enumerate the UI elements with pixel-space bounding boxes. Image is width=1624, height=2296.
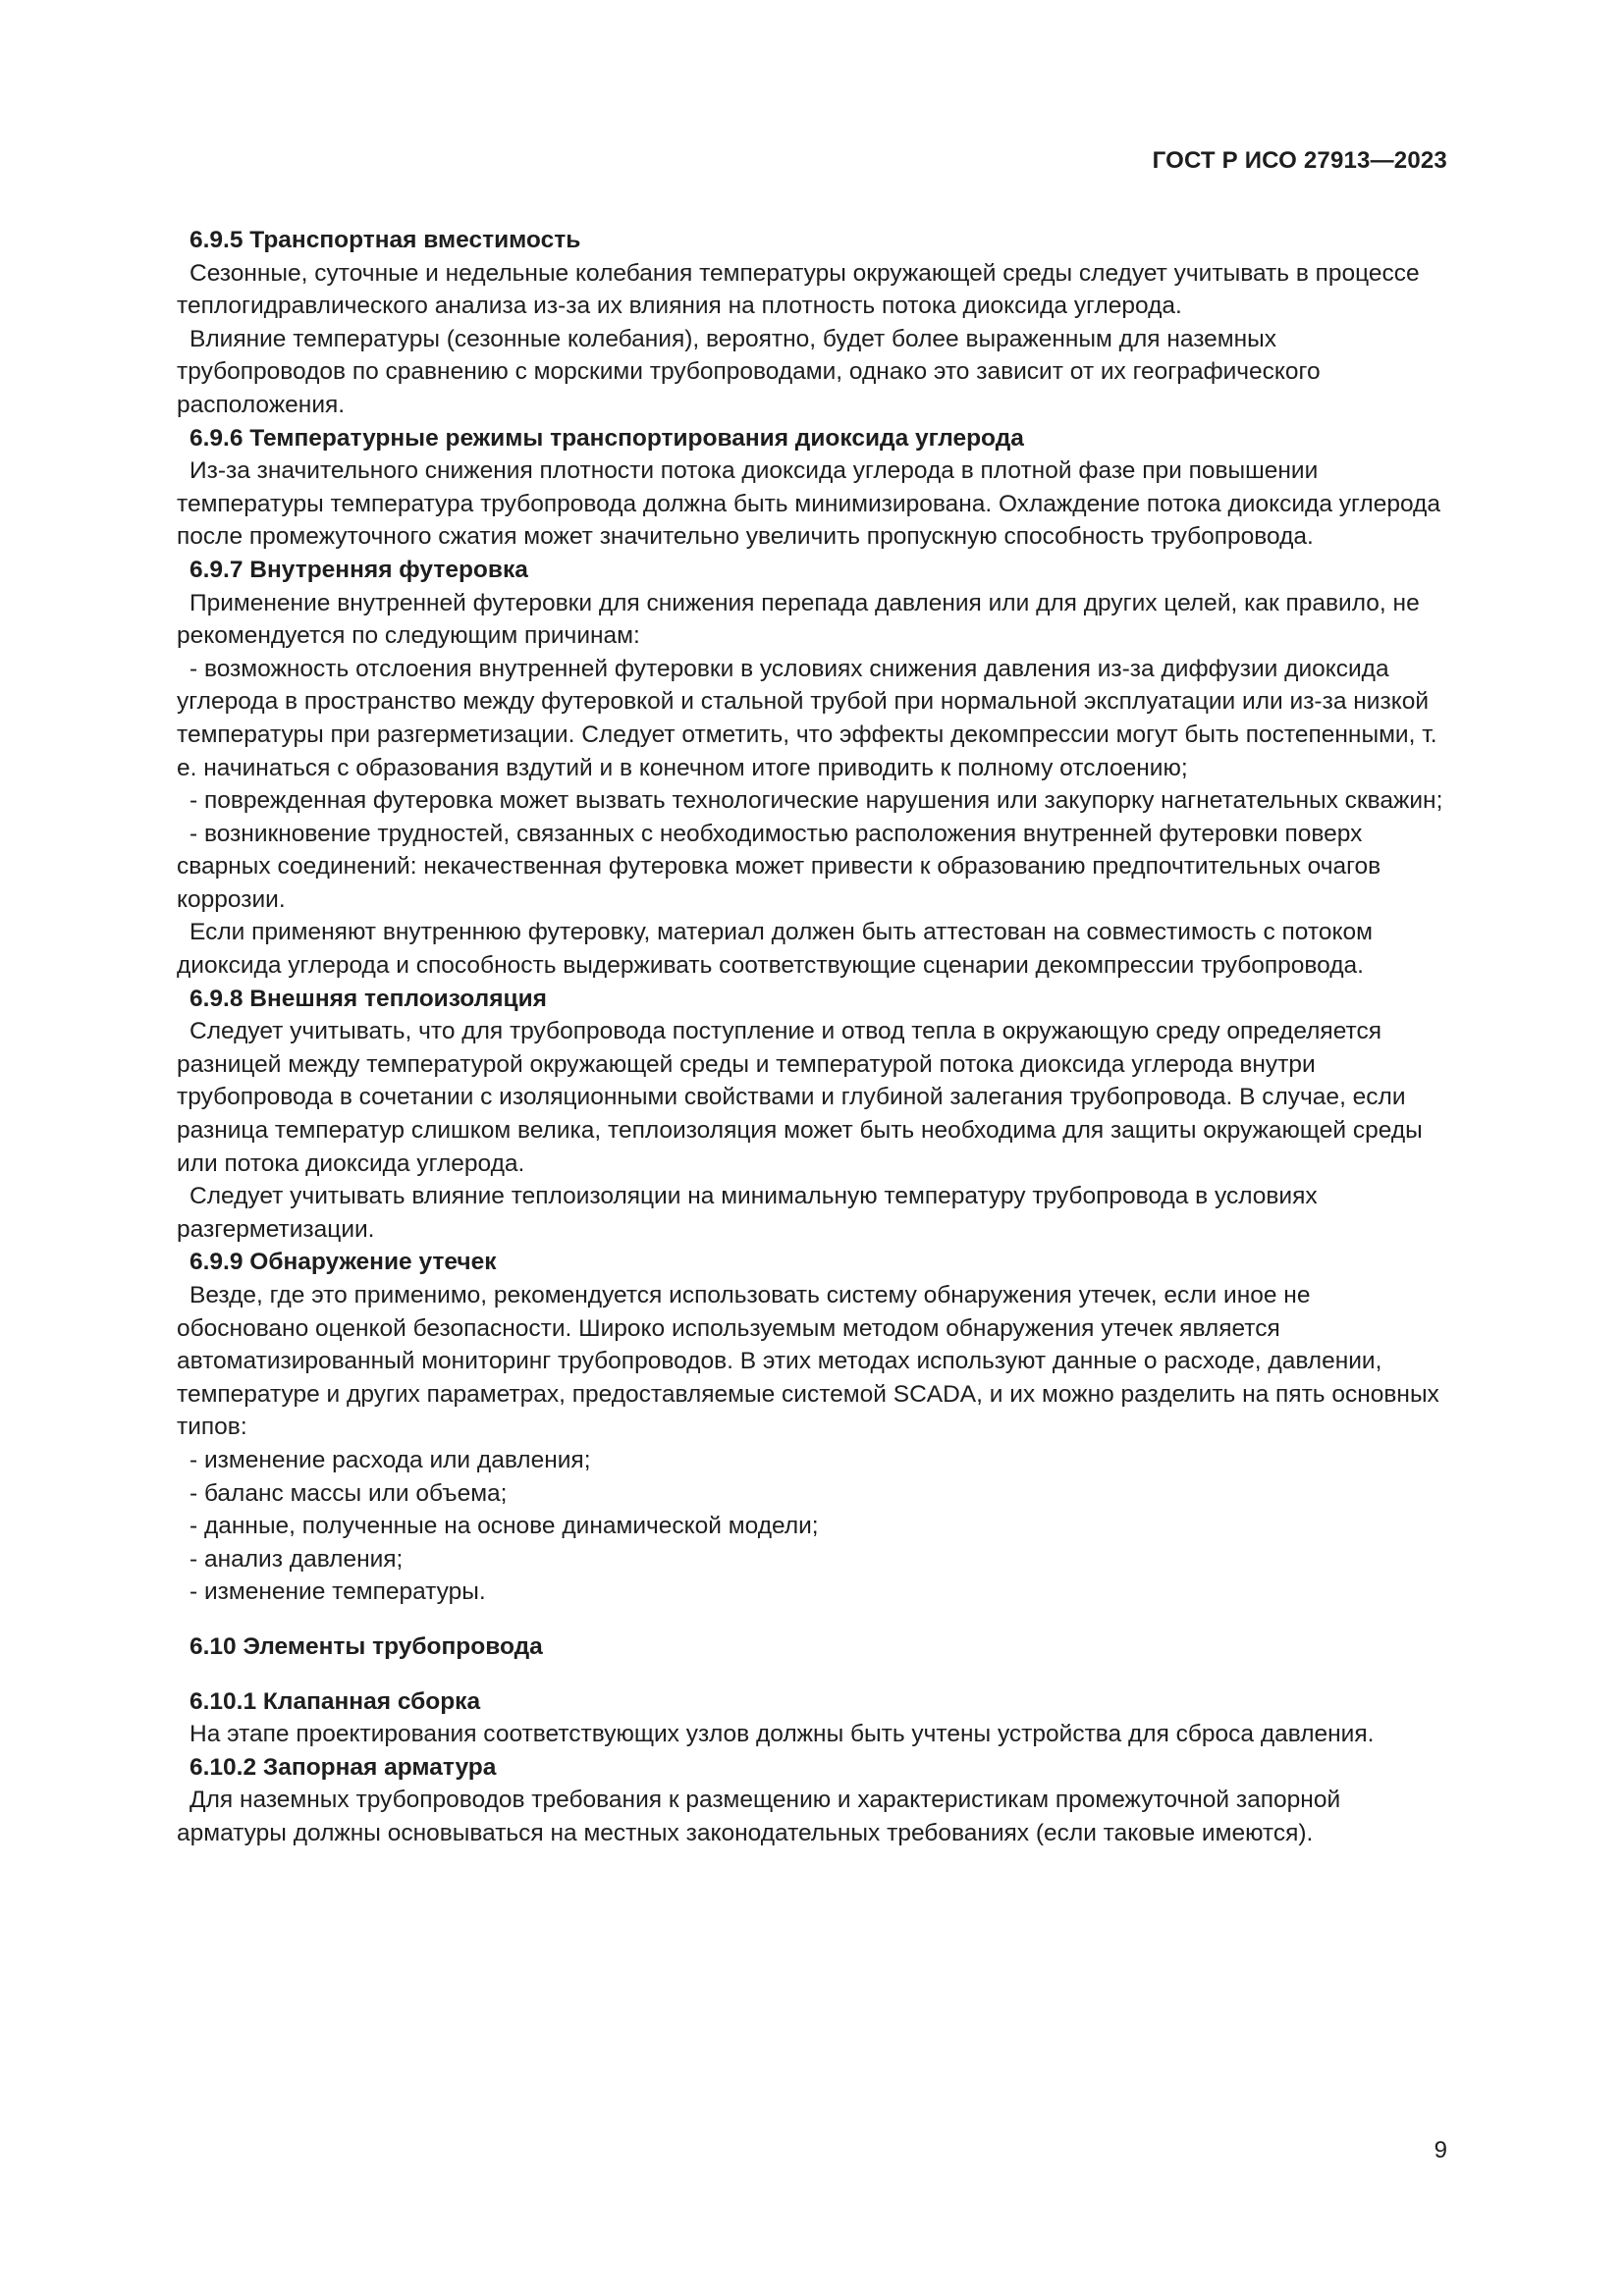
bullet-list	[177, 653, 1447, 917]
paragraph: Применение внутренней футеровки для снижения перепада давления или для других целей, как правило, не рекомендуется по следующим причинам:	[177, 589, 1420, 650]
page-number: 9	[1434, 2137, 1447, 2163]
list-item: - баланс массы или объема;	[189, 1479, 508, 1507]
paragraph: Следует учитывать влияние теплоизоляции на минимальную температуру трубопровода в условиях разгерметизации.	[177, 1183, 1318, 1243]
list-item: - возможность отслоения внутренней футеровки в условиях снижения давления из-за диффузии диоксида углерода в пространство между футеровкой и стальной трубой при нормальной эксплуатации или из-за низкой температуры при разгерметизации. Следует отметить, что эффекты декомпрессии могут быть постепенными, т. е. начинаться с образования вздутий и в конечном итоге приводить к полному отслоению;	[177, 655, 1437, 781]
section-heading-6-9-9: 6.9.9 Обнаружение утечек	[189, 1249, 497, 1276]
paragraph: Влияние температуры (сезонные колебания), вероятно, будет более выраженным для наземных трубопроводов по сравнению с морскими трубопроводами, однако это зависит от их географического расположения.	[177, 325, 1321, 418]
document-code: ГОСТ Р ИСО 27913—2023	[1152, 147, 1447, 174]
paragraph: Для наземных трубопроводов требования к размещению и характеристикам промежуточной запорной арматуры должны основываться на местных законодательных требованиях (если таковые имеются).	[177, 1787, 1341, 1846]
list-item: - данные, полученные на основе динамической модели;	[189, 1513, 819, 1540]
section-heading-6-9-7: 6.9.7 Внутренняя футеровка	[189, 556, 528, 583]
bullet-list	[177, 1444, 1447, 1609]
paragraph: Из-за значительного снижения плотности потока диоксида углерода в плотной фазе при повышении температуры температура трубопровода должна быть минимизирована. Охлаждение потока диоксида углерода после промежуточного сжатия может значительно увеличить пропускную способность трубопровода.	[177, 457, 1440, 551]
paragraph: На этапе проектирования соответствующих узлов должны быть учтены устройства для сброса давления.	[189, 1721, 1375, 1748]
list-item: - изменение температуры.	[189, 1578, 486, 1606]
document-body	[177, 224, 1447, 1850]
list-item: - поврежденная футеровка может вызвать технологические нарушения или закупорку нагнетательных скважин;	[189, 787, 1443, 815]
section-heading-6-10-1: 6.10.1 Клапанная сборка	[189, 1687, 481, 1715]
paragraph: Везде, где это применимо, рекомендуется использовать систему обнаружения утечек, если иное не обосновано оценкой безопасности. Широко используемым методом обнаружения утечек является автоматизированный мониторинг трубопроводов. В этих методах используют данные о расходе, давлении, температуре и других параметрах, предоставляемые системой SCADA, и их можно разделить на пять основных типов:	[177, 1282, 1439, 1441]
paragraph: Сезонные, суточные и недельные колебания температуры окружающей среды следует учитывать в процессе теплогидравлического анализа из-за их влияния на плотность потока диоксида углерода.	[177, 259, 1420, 320]
section-heading-6-9-6: 6.9.6 Температурные режимы транспортирования диоксида углерода	[189, 424, 1024, 452]
paragraph: Если применяют внутреннюю футеровку, материал должен быть аттестован на совместимость с потоком диоксида углерода и способность выдерживать соответствующие сценарии декомпрессии трубопровода.	[177, 919, 1373, 980]
list-item: - анализ давления;	[189, 1545, 404, 1573]
section-heading-6-10-2: 6.10.2 Запорная арматура	[189, 1753, 497, 1781]
section-heading-6-10: 6.10 Элементы трубопровода	[189, 1632, 543, 1660]
section-heading-6-9-8: 6.9.8 Внешняя теплоизоляция	[189, 985, 547, 1012]
list-item: - изменение расхода или давления;	[189, 1446, 591, 1473]
section-heading-6-9-5: 6.9.5 Транспортная вместимость	[189, 227, 581, 253]
list-item: - возникновение трудностей, связанных с необходимостью расположения внутренней футеровки поверх сварных соединений: некачественная футеровка может привести к образованию предпочтительных очагов коррозии.	[177, 820, 1381, 913]
paragraph: Следует учитывать, что для трубопровода поступление и отвод тепла в окружающую среду определяется разницей между температурой окружающей среды и температурой потока диоксида углерода внутри трубопровода в сочетании с изоляционными свойствами и глубиной залегания трубопровода. В случае, если разница температур слишком велика, теплоизоляция может быть необходима для защиты окружающей среды или потока диоксида углерода.	[177, 1018, 1423, 1177]
